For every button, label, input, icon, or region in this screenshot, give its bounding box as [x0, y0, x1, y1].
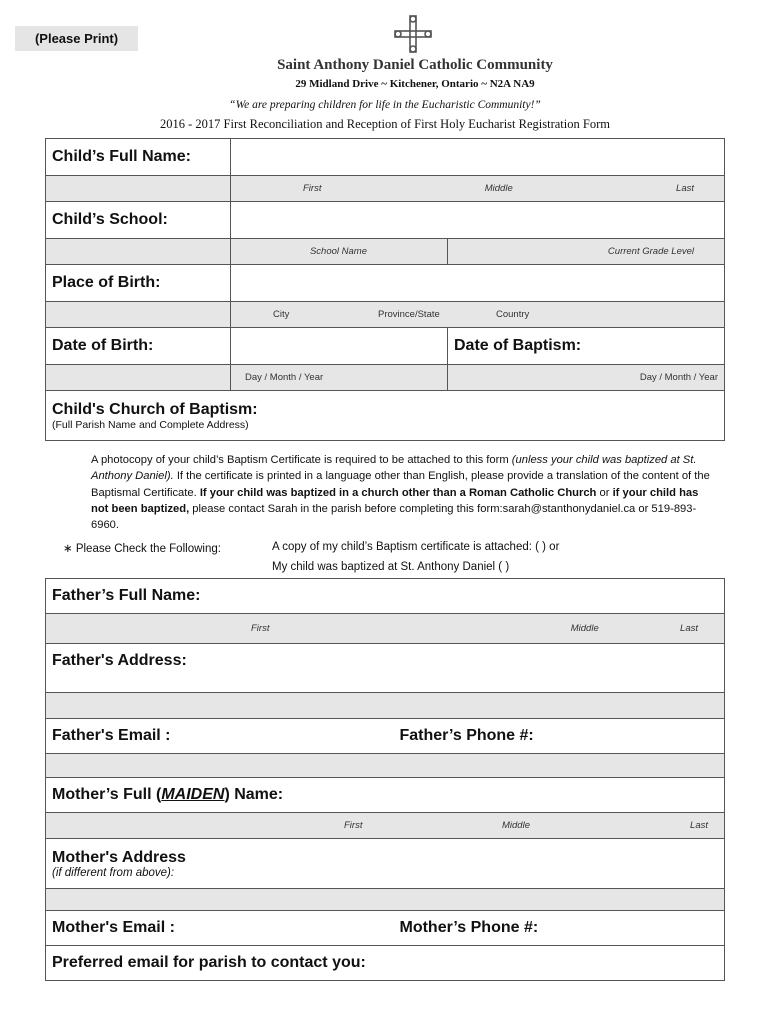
cross-logo-icon: [393, 14, 433, 54]
child-school-field[interactable]: [231, 202, 725, 239]
child-middle-hint: Middle: [484, 183, 513, 194]
mother-middle-hint: Middle: [502, 820, 530, 831]
child-name-label: Child’s Full Name:: [46, 139, 231, 176]
dob-label: Date of Birth:: [46, 328, 231, 365]
mother-last-hint: Last: [690, 820, 709, 831]
child-last-hint: Last: [676, 183, 694, 194]
church-field[interactable]: [46, 391, 725, 441]
org-name: Saint Anthony Daniel Catholic Community: [277, 57, 553, 73]
father-first-hint: First: [251, 623, 270, 634]
city-hint: City: [273, 309, 290, 320]
mother-phone-label[interactable]: Mother’s Phone #:: [394, 911, 725, 946]
baptism-date-label[interactable]: Date of Baptism:: [448, 328, 725, 365]
motto: “We are preparing children for life in the Eucharistic Community!”: [229, 99, 541, 111]
mother-first-hint: First: [344, 820, 363, 831]
father-name-label[interactable]: Father’s Full Name:: [46, 579, 725, 614]
father-address-line2[interactable]: [46, 693, 725, 719]
baptism-note: A photocopy of your child’s Baptism Certificate is required to be attached to this form (unless your child was baptized at St. Anthony Daniel). If the certificate is printed in a language other than English, please provide a translation of the content of the Baptismal Certificate. If your child was baptized in a church other than a Roman Catholic Church or if your child has not been baptized, please contact Sarah in the parish before completing this form:sarah@stanthonydaniel.ca or 519-893-6960.: [91, 454, 710, 532]
check-label: ∗ Please Check the Following:: [63, 543, 221, 555]
check-option-baptized-here[interactable]: My child was baptized at St. Anthony Daniel ( ): [272, 561, 510, 573]
child-info-table: [45, 138, 725, 441]
preferred-email-label[interactable]: Preferred email for parish to contact you:: [46, 946, 725, 981]
check-option-certificate[interactable]: A copy of my child’s Baptism certificate is attached: ( ) or: [272, 541, 560, 553]
please-print-badge: (Please Print): [15, 26, 138, 51]
child-school-label: Child’s School:: [46, 202, 231, 239]
father-email-label[interactable]: Father's Email :: [46, 719, 394, 754]
mother-address-field[interactable]: [46, 839, 725, 889]
mother-address-label: Mother's Address: [52, 848, 186, 866]
church-label: Child's Church of Baptism:: [52, 400, 258, 418]
church-hint: (Full Parish Name and Complete Address): [52, 418, 249, 431]
school-name-hint: School Name: [231, 239, 448, 265]
father-last-hint: Last: [680, 623, 698, 634]
mother-email-label[interactable]: Mother's Email :: [46, 911, 394, 946]
dob-format-hint: Day / Month / Year: [231, 365, 448, 391]
grade-level-hint: Current Grade Level: [448, 239, 725, 265]
birth-place-field[interactable]: [231, 265, 725, 302]
birth-place-label: Place of Birth:: [46, 265, 231, 302]
mother-address-line2[interactable]: [46, 889, 725, 911]
country-hint: Country: [496, 309, 530, 320]
dob-field[interactable]: [231, 328, 448, 365]
father-phone-label[interactable]: Father’s Phone #:: [394, 719, 725, 754]
mother-address-hint: (if different from above):: [52, 866, 175, 879]
father-spacer-row: [46, 754, 725, 778]
father-address-label[interactable]: Father's Address:: [46, 644, 725, 693]
child-first-hint: First: [303, 183, 322, 194]
province-hint: Province/State: [378, 309, 440, 320]
baptism-format-hint: Day / Month / Year: [448, 365, 725, 391]
child-name-field[interactable]: [231, 139, 725, 176]
mother-name-label[interactable]: Mother’s Full (MAIDEN) Name:: [46, 778, 725, 813]
father-middle-hint: Middle: [570, 623, 599, 634]
form-title: 2016 - 2017 First Reconciliation and Reception of First Holy Eucharist Registration Form: [160, 117, 610, 131]
parents-info-table: [45, 578, 725, 981]
org-address: 29 Midland Drive ~ Kitchener, Ontario ~ N2A NA9: [295, 78, 535, 90]
